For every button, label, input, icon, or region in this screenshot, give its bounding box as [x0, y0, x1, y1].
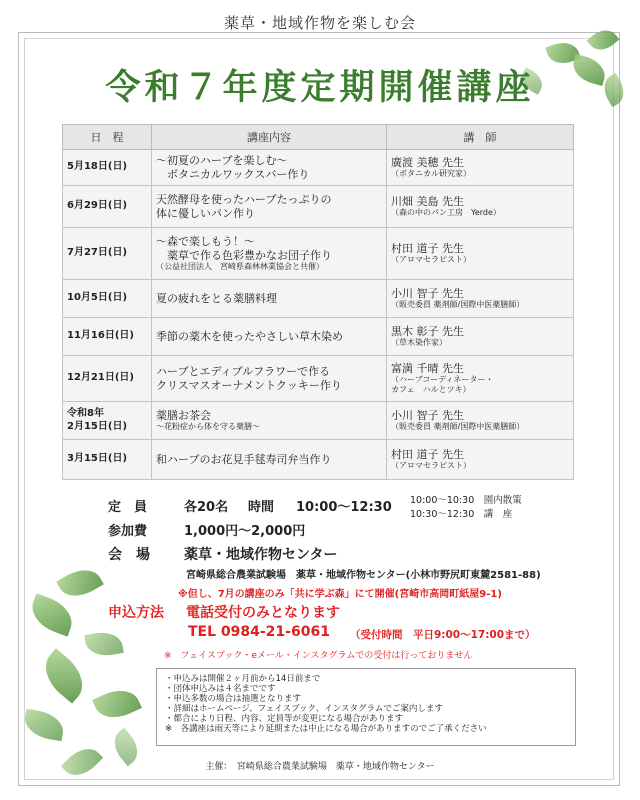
reception-hours: （受付時間 平日9:00～17:00まで） — [350, 629, 536, 641]
table-row — [63, 228, 574, 280]
row-content: ハーブとエディブルフラワーで作る クリスマスオーナメントクッキー作り — [152, 356, 387, 402]
sponsor-line: 主催： 宮崎県総合農業試験場 薬草・地域作物センター — [205, 762, 435, 772]
timeline-2: 10:30～12:30 講 座 — [410, 509, 513, 520]
capacity-label: 定 員 — [108, 500, 148, 515]
table-row — [63, 186, 574, 228]
row-lecturer: 川畑 美島 先生 （森の中のパン工房 Yerde） — [387, 186, 574, 228]
table-row — [63, 150, 574, 186]
fee-value: 1,000円～2,000円 — [184, 524, 306, 539]
venue-label: 会 場 — [108, 547, 150, 563]
organizer-header: 薬草・地域作物を楽しむ会 — [223, 14, 416, 32]
row-lecturer: 小川 智子 先生 （販売委員 薬剤師/国際中医薬膳師） — [387, 402, 574, 440]
note-item: ・申込多数の場合は抽選となります — [165, 694, 302, 704]
row-lecturer: 村田 道子 先生 （アロマセラピスト） — [387, 440, 574, 480]
row-lecturer: 小川 智子 先生 （販売委員 薬剤師/国際中医薬膳師） — [387, 280, 574, 318]
venue-note: ※但し、7月の講座のみ「共に学ぶ森」にて開催(宮崎市高岡町紙屋9-1) — [178, 589, 502, 600]
row-date: 10月5日(日) — [63, 280, 152, 318]
table-row — [63, 356, 574, 402]
header-lecturer: 講 師 — [387, 125, 574, 150]
timeline-1: 10:00～10:30 園内散策 — [410, 495, 522, 506]
row-content: 和ハーブのお花見手毬寿司弁当作り — [152, 440, 387, 480]
row-content: 天然酵母を使ったハーブたっぷりの 体に優しいパン作り — [152, 186, 387, 228]
apply-value: 電話受付のみとなります — [186, 605, 340, 621]
row-content: 季節の薬木を使ったやさしい草木染め — [152, 318, 387, 356]
table-row — [63, 280, 574, 318]
row-date: 7月27日(日) — [63, 228, 152, 280]
notes-box — [156, 668, 576, 746]
row-content: ～森で楽しもう！～ 薬草で作る色彩豊かなお団子作り （公益社団法人 宮崎県森林林業協会と共催） — [152, 228, 387, 280]
header-date: 日 程 — [63, 125, 152, 150]
capacity-value: 各20名 — [184, 500, 229, 515]
row-date: 6月29日(日) — [63, 186, 152, 228]
note-item: ・詳細はホームページ、フェイスブック、インスタグラムでご案内します — [165, 704, 443, 714]
apply-label: 申込方法 — [108, 605, 164, 621]
row-date: 5月18日(日) — [63, 150, 152, 186]
table-row — [63, 402, 574, 440]
time-value: 10:00～12:30 — [296, 500, 392, 515]
schedule-table — [62, 124, 574, 480]
sns-note: ※ フェイスブック・eメール・インスタグラムでの受付は行っておりません — [164, 651, 473, 661]
row-content: 薬膳お茶会 ～花粉症から体を守る薬膳～ — [152, 402, 387, 440]
row-date: 令和8年 2月15日(日) — [63, 402, 152, 440]
phone-number: TEL 0984-21-6061 — [188, 624, 330, 640]
row-lecturer: 廣渡 美穂 先生 （ボタニカル研究家） — [387, 150, 574, 186]
row-lecturer: 富満 千晴 先生 （ハーブコーディネーター・ カフェ ハルとツキ） — [387, 356, 574, 402]
note-item: ・都合により日程、内容、定員等が変更になる場合があります — [165, 714, 404, 724]
venue-address: 宮崎県総合農業試験場 薬草・地域作物センター(小林市野尻町東麓2581-88) — [186, 570, 541, 581]
header-content: 講座内容 — [152, 125, 387, 150]
table-row — [63, 440, 574, 480]
note-item: ・団体申込みは４名までです — [165, 684, 276, 694]
venue-value: 薬草・地域作物センター — [184, 547, 338, 563]
note-item: ※ 各講座は雨天等により延期または中止になる場合がありますのでご了承ください — [165, 724, 487, 734]
row-date: 11月16日(日) — [63, 318, 152, 356]
table-header-row — [63, 125, 574, 150]
time-label: 時間 — [248, 500, 275, 515]
note-item: ・申込みは開催２ヶ月前から14日前まで — [165, 674, 321, 684]
row-content: 夏の疲れをとる薬膳料理 — [152, 280, 387, 318]
table-row — [63, 318, 574, 356]
row-content: ～初夏のハーブを楽しむ～ ボタニカルワックスバー作り — [152, 150, 387, 186]
row-date: 12月21日(日) — [63, 356, 152, 402]
row-lecturer: 黒木 彰子 先生 （草木染作家） — [387, 318, 574, 356]
row-date: 3月15日(日) — [63, 440, 152, 480]
row-lecturer: 村田 道子 先生 （アロマセラピスト） — [387, 228, 574, 280]
fee-label: 参加費 — [108, 524, 148, 539]
page-title: 令和７年度定期開催講座 — [105, 68, 535, 108]
